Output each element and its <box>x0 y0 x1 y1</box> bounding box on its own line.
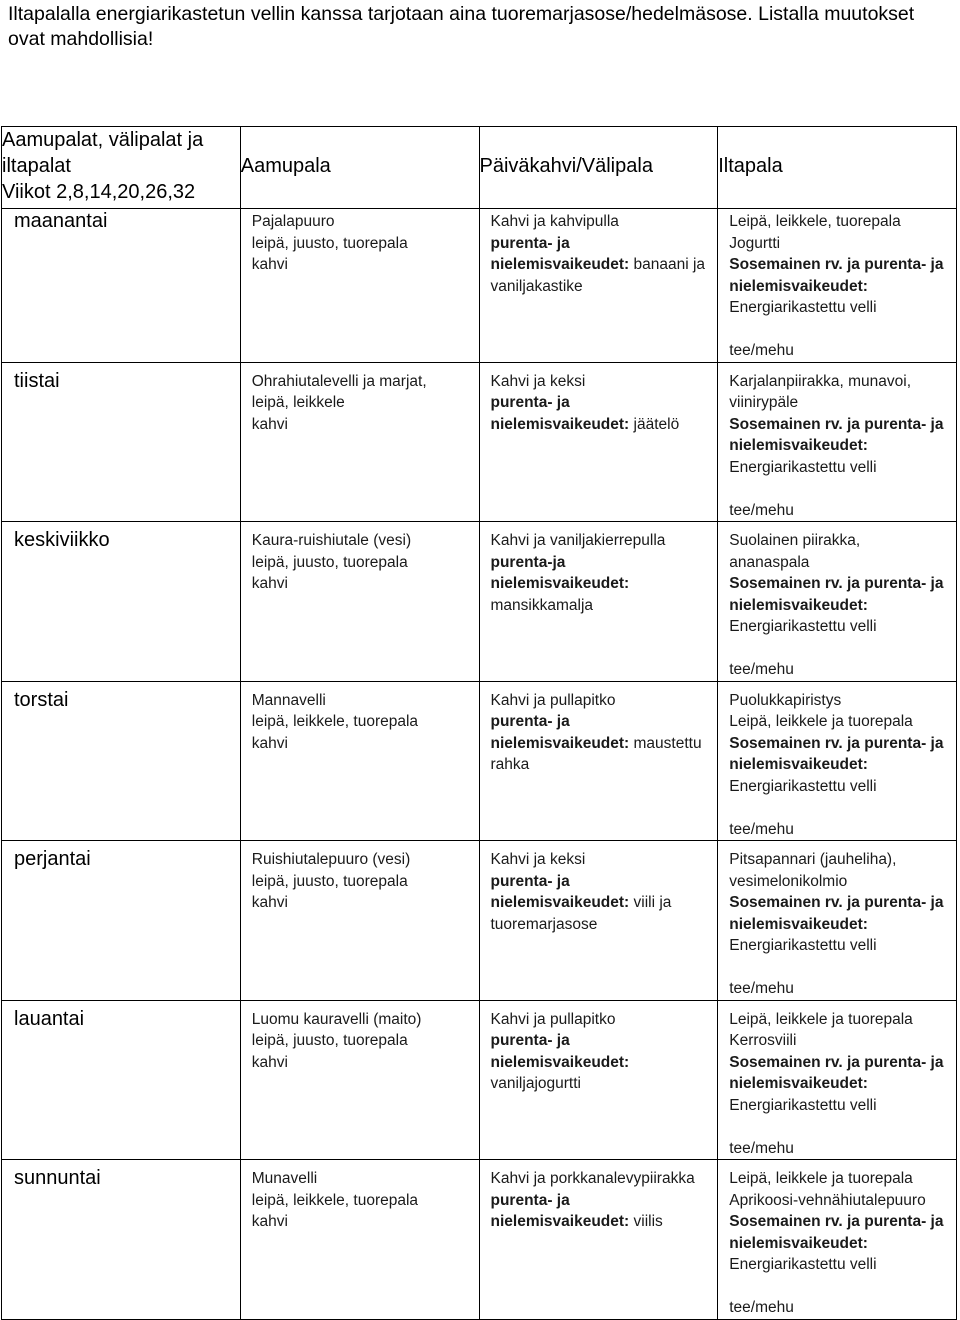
paivakahvi-cell <box>479 1160 718 1320</box>
sosemainen-label: Sosemainen rv. ja <box>729 894 860 911</box>
aamupala-line: Luomu kauravelli (maito) <box>251 1010 422 1028</box>
column-heading: Päiväkahvi/Välipala <box>479 155 653 177</box>
aamupala-cell <box>240 1000 479 1160</box>
tee-mehu-line: tee/mehu <box>729 980 794 997</box>
paivakahvi-cell <box>479 522 718 682</box>
aamupala-cell <box>240 209 479 363</box>
aamupala-line: kahvi <box>251 256 288 273</box>
iltapala-line: Pitsapannari (jauheliha), <box>729 851 897 868</box>
iltapala-line: Aprikoosi-vehnähiutalepuuro <box>729 1191 926 1209</box>
sosemainen-label: Sosemainen rv. ja <box>729 1053 860 1071</box>
iltapala-line: Suolainen piirakka, <box>729 532 861 549</box>
niel-alt-cont: vaniljajogurtti <box>490 1075 581 1092</box>
tee-mehu-line: tee/mehu <box>729 820 794 838</box>
sosemainen-label: Sosemainen rv. ja <box>729 415 860 433</box>
aamupala-line: leipä, leikkele, tuorepala <box>251 713 419 730</box>
intro-note: Iltapalalla energiarikastetun vellin kanssa tarjotaan aina tuoremarjasose/hedelmäsose. Listalla muutokset ovat mahdollisia! <box>8 3 915 50</box>
velli-line: Energiarikastettu velli <box>729 937 877 954</box>
tee-mehu-line: tee/mehu <box>729 1139 794 1157</box>
header-title-cell <box>2 127 241 209</box>
niel-label: nielemisvaikeudet: <box>490 1053 630 1071</box>
table-row <box>2 1000 957 1160</box>
day-cell <box>2 841 241 1001</box>
tee-mehu-line: tee/mehu <box>729 342 794 359</box>
table-row <box>2 362 957 522</box>
iltapala-line: Karjalanpiirakka, munavoi, <box>729 372 912 390</box>
header-title-line: Aamupalat, välipalat ja <box>2 129 204 151</box>
sosemainen-label: Sosemainen rv. ja <box>729 256 860 273</box>
niel-alt-cont: tuoremarjasose <box>490 915 598 933</box>
day-cell <box>2 522 241 682</box>
niel-label: nielemisvaikeudet: <box>729 756 868 773</box>
niel-label: nielemisvaikeudet: <box>490 256 630 273</box>
spacer <box>729 478 952 500</box>
day-name: tiistai <box>14 369 60 392</box>
iltapala-line: viinirypäle <box>729 394 799 411</box>
paivakahvi-main: Kahvi ja keksi <box>490 851 586 868</box>
aamupala-line: Kaura-ruishiutale (vesi) <box>251 532 412 549</box>
purenta-label: purenta- ja <box>490 1191 570 1209</box>
header-title-line: Viikot 2,8,14,20,26,32 <box>2 181 196 203</box>
iltapala-cell <box>718 841 957 1001</box>
aamupala-line: leipä, leikkele, tuorepala <box>251 1191 419 1209</box>
velli-line: Energiarikastettu velli <box>729 618 877 635</box>
purenta-label: purenta- ja <box>864 1213 944 1230</box>
iltapala-line: Leipä, leikkele ja tuorepala <box>729 713 913 730</box>
aamupala-line: leipä, juusto, tuorepala <box>251 234 408 252</box>
day-name: torstai <box>14 688 69 711</box>
aamupala-line: kahvi <box>251 415 288 433</box>
purenta-label: purenta- ja <box>490 1032 570 1049</box>
day-name: maanantai <box>14 210 108 232</box>
aamupala-line: leipä, juusto, tuorepala <box>251 872 408 890</box>
iltapala-cell <box>718 1160 957 1320</box>
purenta-label: purenta- ja <box>490 234 570 252</box>
aamupala-line: Pajalapuuro <box>251 213 335 230</box>
weekly-menu-table <box>1 126 957 1320</box>
aamupala-line: kahvi <box>251 894 288 911</box>
header-paivakahvi <box>479 127 718 209</box>
niel-label: nielemisvaikeudet: <box>490 575 630 592</box>
paivakahvi-cell <box>479 362 718 522</box>
spacer <box>729 319 952 341</box>
aamupala-line: kahvi <box>251 1053 288 1071</box>
paivakahvi-cell <box>479 681 718 841</box>
aamupala-cell <box>240 522 479 682</box>
iltapala-line: Puolukkapiristys <box>729 691 842 709</box>
aamupala-line: Ruishiutalepuuro (vesi) <box>251 851 411 868</box>
purenta-label: purenta- ja <box>864 256 944 273</box>
velli-line: Energiarikastettu velli <box>729 1096 877 1114</box>
paivakahvi-cell <box>479 1000 718 1160</box>
paivakahvi-main: Kahvi ja pullapitko <box>490 691 616 709</box>
aamupala-line: Ohrahiutalevelli ja marjat, <box>251 372 427 390</box>
purenta-label: purenta- ja <box>864 575 944 592</box>
day-name: keskiviikko <box>14 529 110 551</box>
paivakahvi-cell <box>479 209 718 363</box>
spacer <box>729 797 952 819</box>
tee-mehu-line: tee/mehu <box>729 501 794 519</box>
niel-alt-cont: vaniljakastike <box>490 277 583 295</box>
aamupala-line: leipä, juusto, tuorepala <box>251 553 408 571</box>
aamupala-line: leipä, juusto, tuorepala <box>251 1032 408 1049</box>
table-row <box>2 681 957 841</box>
niel-label: nielemisvaikeudet: <box>729 437 868 454</box>
purenta-label: purenta- ja <box>864 734 944 752</box>
iltapala-cell <box>718 209 957 363</box>
spacer <box>729 1116 952 1138</box>
aamupala-cell <box>240 362 479 522</box>
iltapala-cell <box>718 681 957 841</box>
table-row <box>2 209 957 363</box>
purenta-label: purenta- ja <box>490 713 570 730</box>
aamupala-line: leipä, leikkele <box>251 394 345 411</box>
table-header-row <box>2 127 957 209</box>
purenta-label: purenta- ja <box>864 894 944 911</box>
header-iltapala <box>718 127 957 209</box>
day-cell <box>2 681 241 841</box>
spacer <box>729 1276 952 1298</box>
iltapala-line: Leipä, leikkele ja tuorepala <box>729 1170 913 1187</box>
spacer <box>729 957 952 979</box>
aamupala-line: Mannavelli <box>251 691 326 709</box>
table-row <box>2 1160 957 1320</box>
velli-line: Energiarikastettu velli <box>729 458 877 476</box>
day-cell <box>2 1160 241 1320</box>
niel-alt: banaani ja <box>633 256 706 273</box>
niel-alt: jäätelö <box>633 415 680 433</box>
iltapala-line: Leipä, leikkele, tuorepala <box>729 213 901 230</box>
paivakahvi-main: Kahvi ja porkkanalevypiirakka <box>490 1170 695 1187</box>
day-name: perjantai <box>14 848 91 870</box>
aamupala-line: kahvi <box>251 1213 288 1230</box>
iltapala-line: ananaspala <box>729 553 810 571</box>
paivakahvi-main: Kahvi ja keksi <box>490 372 586 390</box>
aamupala-cell <box>240 1160 479 1320</box>
paivakahvi-main: Kahvi ja vaniljakierrepulla <box>490 532 666 549</box>
day-name: lauantai <box>14 1007 85 1030</box>
column-heading: Aamupala <box>240 155 331 177</box>
niel-label: nielemisvaikeudet: <box>490 894 630 911</box>
sosemainen-label: Sosemainen rv. ja <box>729 734 860 752</box>
sosemainen-label: Sosemainen rv. ja <box>729 575 860 592</box>
day-name: sunnuntai <box>14 1167 101 1189</box>
velli-line: Energiarikastettu velli <box>729 1256 877 1273</box>
iltapala-line: vesimelonikolmio <box>729 872 848 890</box>
iltapala-cell <box>718 1000 957 1160</box>
niel-label: nielemisvaikeudet: <box>729 1075 868 1092</box>
paivakahvi-main: Kahvi ja pullapitko <box>490 1010 616 1028</box>
purenta-label: purenta- ja <box>490 394 570 411</box>
niel-label: nielemisvaikeudet: <box>729 915 868 933</box>
velli-line: Energiarikastettu velli <box>729 299 877 316</box>
purenta-label: purenta- ja <box>864 415 944 433</box>
iltapala-cell <box>718 522 957 682</box>
iltapala-line: Leipä, leikkele ja tuorepala <box>729 1010 913 1028</box>
iltapala-line: Kerrosviili <box>729 1032 797 1049</box>
aamupala-line: kahvi <box>251 575 288 592</box>
iltapala-cell <box>718 362 957 522</box>
day-cell <box>2 1000 241 1160</box>
day-cell <box>2 209 241 363</box>
aamupala-cell <box>240 841 479 1001</box>
spacer <box>729 638 952 660</box>
column-heading: Iltapala <box>718 155 783 177</box>
purenta-label: purenta-ja <box>490 553 566 571</box>
day-cell <box>2 362 241 522</box>
niel-alt: viili ja <box>633 894 672 911</box>
niel-label: nielemisvaikeudet: <box>490 1213 630 1230</box>
paivakahvi-main: Kahvi ja kahvipulla <box>490 213 619 230</box>
table-row <box>2 522 957 682</box>
niel-alt: maustettu <box>633 734 702 752</box>
niel-label: nielemisvaikeudet: <box>490 734 630 752</box>
niel-alt-cont: rahka <box>490 756 530 773</box>
paivakahvi-cell <box>479 841 718 1001</box>
niel-alt: viilis <box>633 1213 663 1230</box>
iltapala-line: Jogurtti <box>729 234 781 252</box>
aamupala-line: Munavelli <box>251 1170 318 1187</box>
niel-label: nielemisvaikeudet: <box>729 596 868 614</box>
sosemainen-label: Sosemainen rv. ja <box>729 1213 860 1230</box>
header-aamupala <box>240 127 479 209</box>
purenta-label: purenta- ja <box>864 1053 944 1071</box>
niel-label: nielemisvaikeudet: <box>729 1234 868 1252</box>
tee-mehu-line: tee/mehu <box>729 661 794 678</box>
aamupala-cell <box>240 681 479 841</box>
table-row <box>2 841 957 1001</box>
purenta-label: purenta- ja <box>490 872 570 890</box>
aamupala-line: kahvi <box>251 734 288 752</box>
niel-label: nielemisvaikeudet: <box>490 415 630 433</box>
header-title-line: iltapalat <box>2 155 71 177</box>
niel-alt-cont: mansikkamalja <box>490 596 594 614</box>
niel-label: nielemisvaikeudet: <box>729 277 868 295</box>
velli-line: Energiarikastettu velli <box>729 777 877 795</box>
tee-mehu-line: tee/mehu <box>729 1299 794 1316</box>
